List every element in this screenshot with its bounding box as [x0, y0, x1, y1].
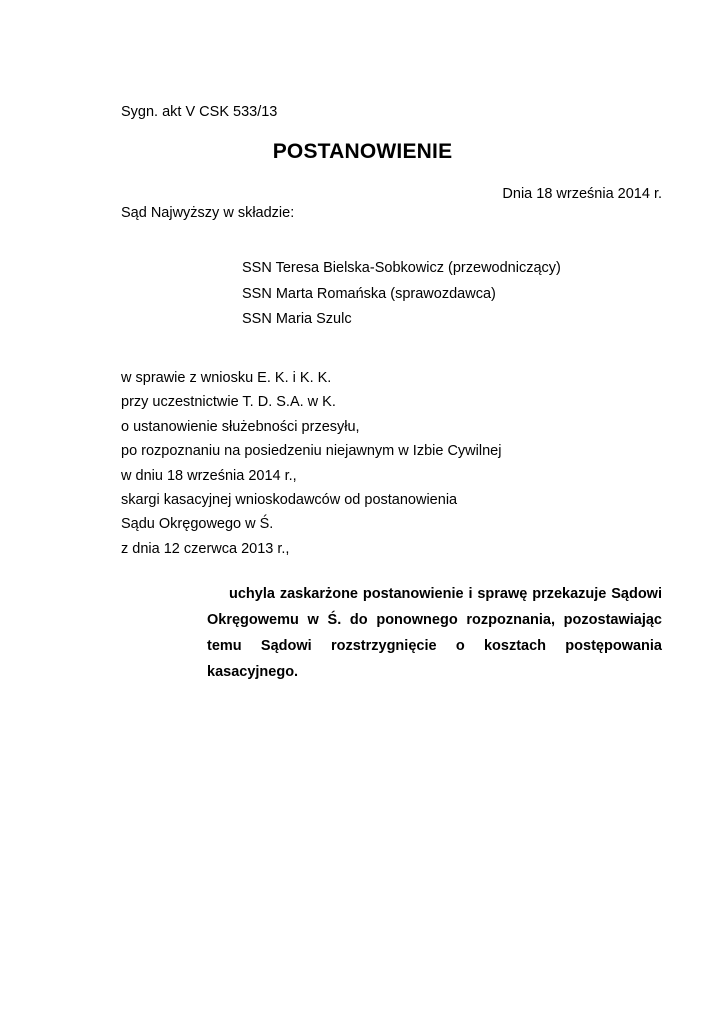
ruling-text: uchyla zaskarżone postanowienie i sprawę przekazuje Sądowi Okręgowemu w Ś. do ponownego rozpoznania, pozostawiając temu Sądowi rozstrzygnięcie o kosztach postępowania kasacyjnego. — [207, 586, 662, 680]
case-line: w dniu 18 września 2014 r., — [121, 467, 297, 484]
case-line: skargi kasacyjnej wnioskodawców od postanowienia — [121, 492, 458, 509]
case-line: Sądu Okręgowego w Ś. — [121, 516, 274, 533]
case-line: w sprawie z wniosku E. K. i K. K. — [121, 370, 332, 386]
case-line: z dnia 12 czerwca 2013 r., — [121, 540, 290, 557]
judge-entry: SSN Marta Romańska (sprawozdawca) — [242, 285, 496, 302]
decision-date: Dnia 18 września 2014 r. — [502, 186, 662, 202]
judge-entry: SSN Teresa Bielska-Sobkowicz (przewodniczący) — [242, 260, 561, 276]
judge-entry: SSN Maria Szulc — [242, 311, 352, 327]
case-description — [121, 366, 501, 561]
case-line: po rozpoznaniu na posiedzeniu niejawnym w Izbie Cywilnej — [121, 443, 502, 460]
judges-list — [242, 256, 561, 333]
case-line: o ustanowienie służebności przesyłu, — [121, 418, 360, 435]
case-line: przy uczestnictwie T. D. S.A. w K. — [121, 394, 336, 411]
court-composition-heading: Sąd Najwyższy w składzie: — [121, 205, 295, 221]
case-signature: Sygn. akt V CSK 533/13 — [121, 104, 278, 120]
document-title: POSTANOWIENIE — [272, 140, 453, 163]
